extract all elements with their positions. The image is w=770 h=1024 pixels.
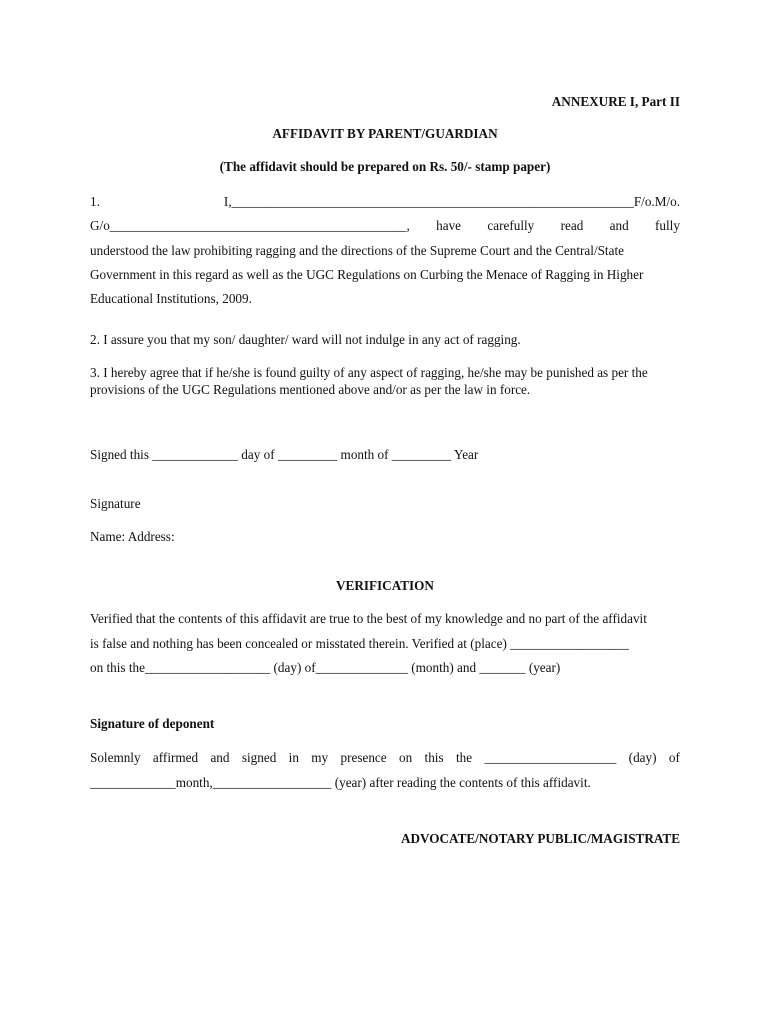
solemnly-word: this [424, 750, 444, 765]
verification-line3: on this the___________________ (day) of______________ (month) and _______ (year) [90, 660, 561, 675]
para1-word: fully [655, 218, 680, 233]
para3-line1: 3. I hereby agree that if he/she is found guilty of any aspect of ragging, he/she may be punished as per the [90, 365, 648, 380]
signature-of-deponent: Signature of deponent [90, 716, 215, 731]
para1-line3: understood the law prohibiting ragging and the directions of the Supreme Court and the Central/State [90, 243, 624, 258]
solemnly-word: in [288, 750, 299, 765]
solemnly-word: of [668, 750, 680, 765]
verification-heading: VERIFICATION [336, 578, 434, 593]
annexure-label: ANNEXURE I, Part II [551, 94, 680, 109]
solemnly-word: signed [241, 750, 277, 765]
signature-label: Signature [90, 496, 141, 511]
solemnly-line2: _____________month,__________________ (year) after reading the contents of this affidavit. [90, 775, 591, 790]
para1-line5: Educational Institutions, 2009. [90, 291, 252, 306]
signed-date-line: Signed this _____________ day of _________ month of _________ Year [90, 447, 479, 462]
solemnly-word: (day) [628, 750, 657, 765]
para3-line2: provisions of the UGC Regulations mentioned above and/or as per the law in force. [90, 382, 531, 397]
para1-line2 [90, 218, 680, 234]
para1-word: read [560, 218, 584, 233]
solemnly-word: on [398, 750, 413, 765]
document-title: AFFIDAVIT BY PARENT/GUARDIAN [272, 126, 498, 141]
solemnly-word: my [311, 750, 329, 765]
verification-line1: Verified that the contents of this affidavit are true to the best of my knowledge and no part of the affidavit [90, 611, 647, 626]
solemnly-word: and [210, 750, 230, 765]
solemnly-word: affirmed [152, 750, 199, 765]
para1-number: 1. [90, 194, 100, 209]
solemnly-line1 [90, 750, 680, 766]
para1-line1 [90, 194, 680, 210]
solemnly-word: presence [340, 750, 387, 765]
solemnly-word: Solemnly [90, 750, 141, 765]
name-address-label: Name: Address: [90, 529, 175, 544]
para1-word: and [609, 218, 629, 233]
para2: 2. I assure you that my son/ daughter/ ward will not indulge in any act of ragging. [90, 332, 521, 347]
solemnly-word: the [455, 750, 473, 765]
para1-word: G/o_____________________________________________, [90, 218, 410, 233]
para1-word: carefully [487, 218, 535, 233]
para1-line4: Government in this regard as well as the UGC Regulations on Curbing the Menace of Ragging in Higher [90, 267, 644, 282]
advocate-notary-title: ADVOCATE/NOTARY PUBLIC/MAGISTRATE [400, 831, 680, 846]
solemnly-word: ____________________ [484, 750, 617, 765]
stamp-paper-note: (The affidavit should be prepared on Rs. 50/- stamp paper) [219, 159, 551, 174]
verification-line2: is false and nothing has been concealed or misstated therein. Verified at (place) __________________ [90, 636, 629, 651]
parent-name-blank: I,_____________________________________________________________F/o.M/o. [223, 194, 680, 209]
para1-word: have [436, 218, 462, 233]
